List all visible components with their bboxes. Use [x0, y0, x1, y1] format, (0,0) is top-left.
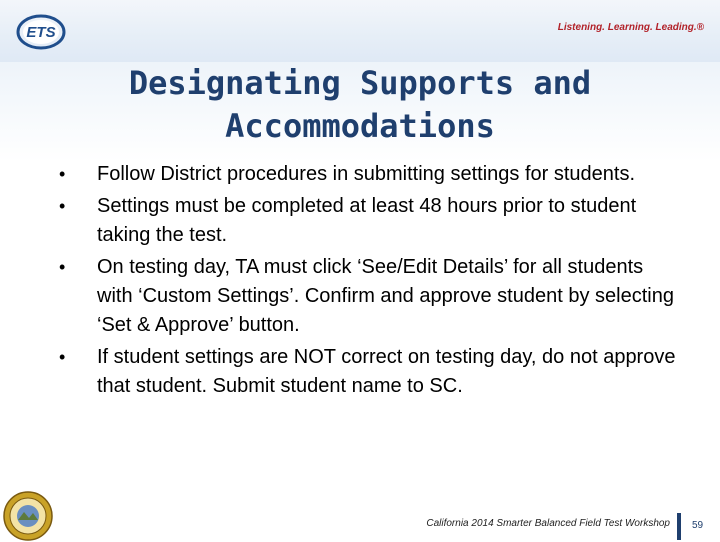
bullet-text: If student settings are NOT correct on testing day, do not approve that student. Submit student name to SC.: [97, 346, 676, 397]
bullet-marker: •: [59, 164, 66, 184]
bullet-item: [50, 253, 680, 340]
bullet-item: [50, 160, 680, 189]
tagline: Listening. Learning. Leading.®: [557, 22, 704, 33]
bullet-text: On testing day, TA must click ‘See/Edit Details’ for all students with ‘Custom Settings’. Confirm and approve student by selecting ‘Set & Approve’ button.: [97, 256, 674, 336]
page-number: 59: [692, 520, 704, 531]
footer-divider: [677, 513, 681, 540]
bullet-list: [50, 160, 680, 404]
bullet-item: [50, 343, 680, 401]
footer-workshop: California 2014 Smarter Balanced Field Test Workshop: [426, 518, 670, 529]
ets-logo: [16, 14, 66, 50]
state-seal-icon: [2, 490, 54, 542]
bullet-text: Settings must be completed at least 48 hours prior to student taking the test.: [97, 195, 637, 246]
bullet-item: [50, 192, 680, 250]
bullet-marker: •: [59, 257, 66, 277]
ets-logo-text: ETS: [26, 24, 56, 41]
bullet-marker: •: [59, 196, 66, 216]
bullet-marker: •: [59, 347, 66, 367]
slide-title: Designating Supports and Accommodations: [128, 64, 592, 145]
bullet-text: Follow District procedures in submitting settings for students.: [97, 163, 635, 185]
